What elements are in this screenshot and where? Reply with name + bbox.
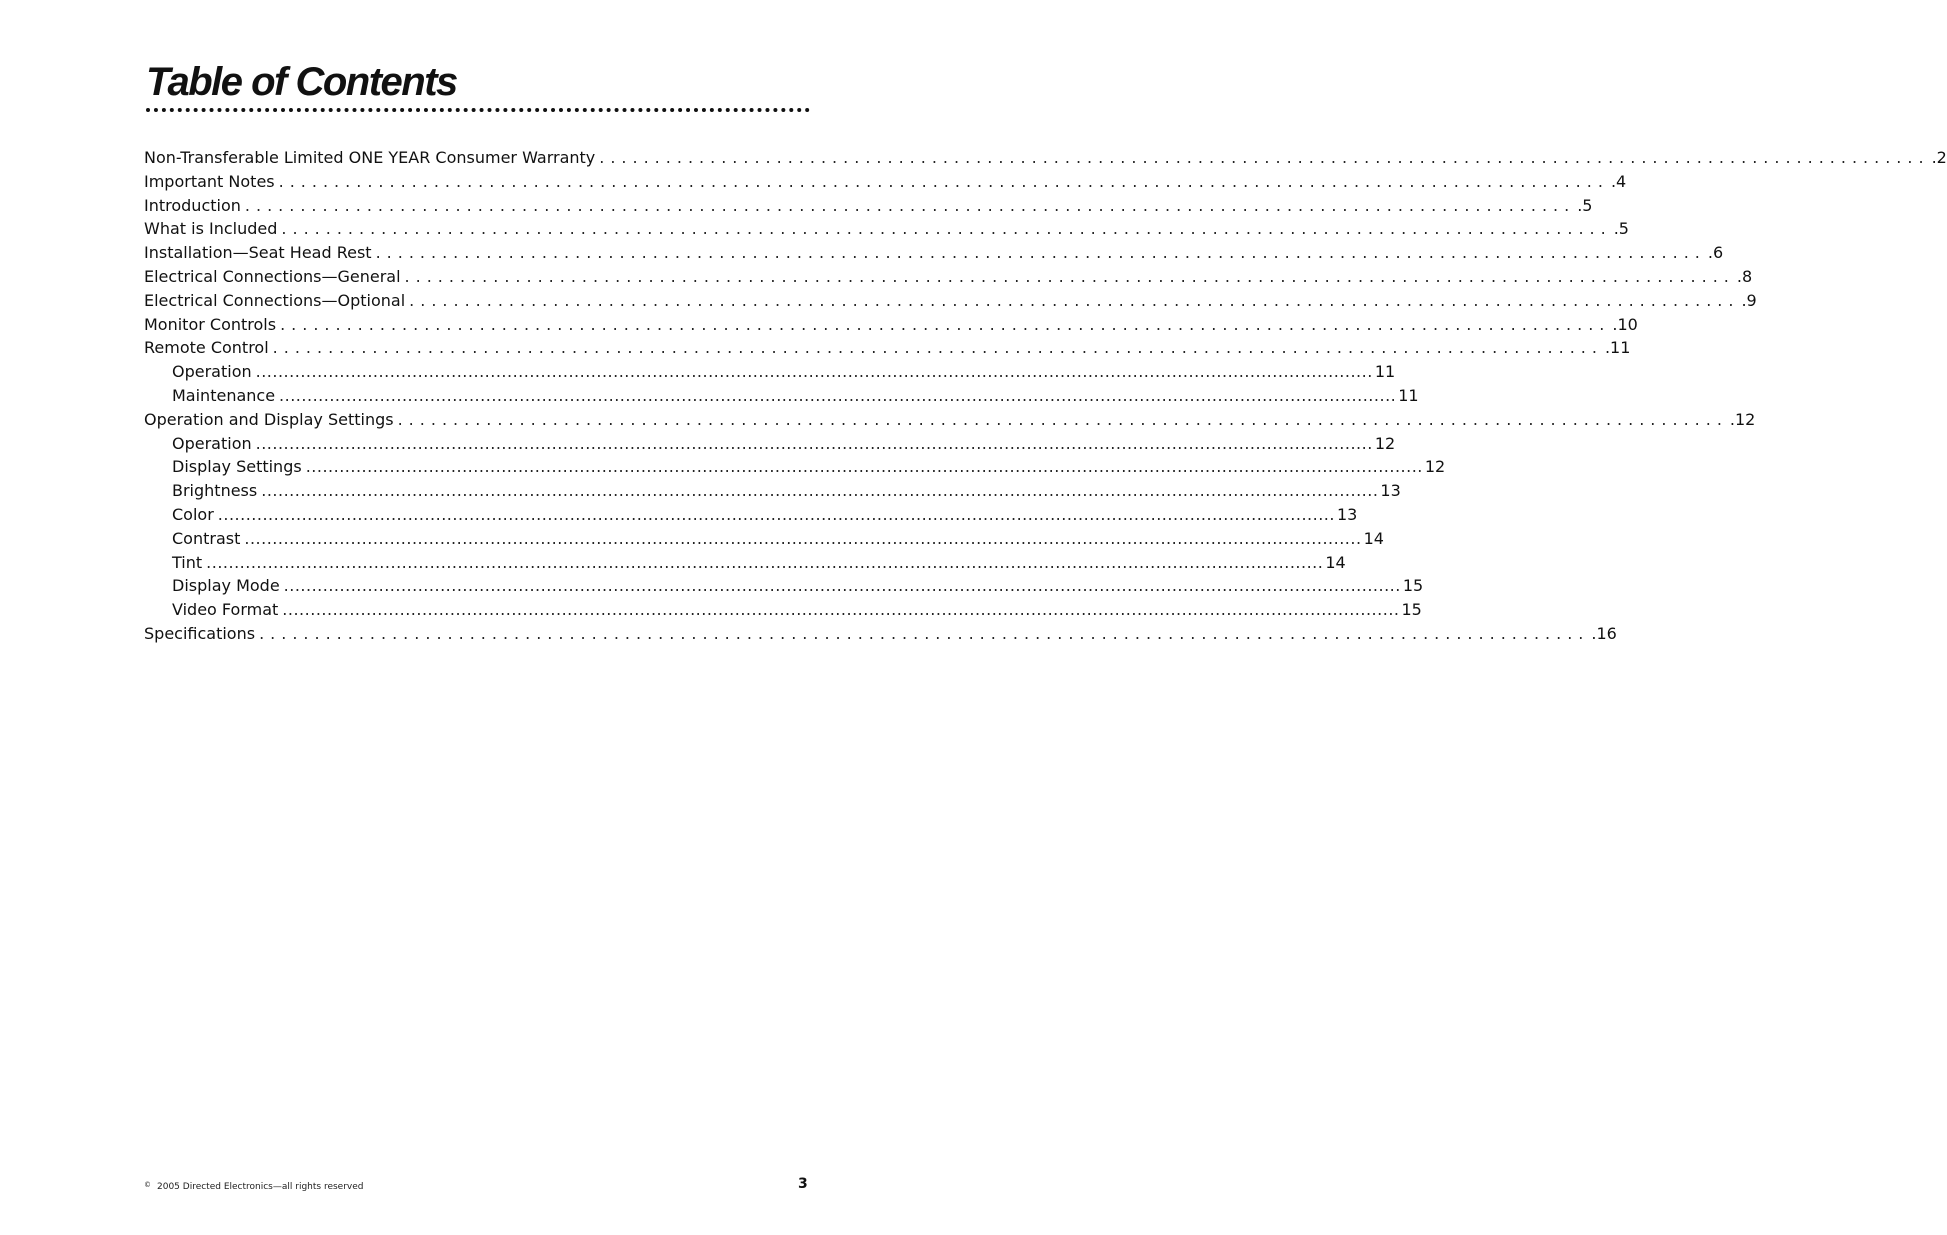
toc-entry-page: .11	[1604, 338, 1631, 358]
toc-entry-page: .6	[1707, 243, 1724, 263]
toc-dot-leader: ........................................................................................................................................................................................................	[282, 600, 1400, 620]
toc-entry	[144, 336, 1631, 360]
toc-entry-label: Specifications	[144, 623, 256, 643]
toc-dot-leader: ........................................................................................................................	[244, 195, 1576, 215]
copyright-symbol: ©	[144, 1181, 151, 1189]
toc-dot-leader: ........................................................................................................................................................................................................	[279, 385, 1397, 405]
toc-entry-page: .2	[1931, 148, 1947, 167]
toc-dot-leader: ........................................................................................................................................................................................................	[255, 362, 1373, 382]
toc-dot-leader: ........................................................................................................................	[281, 219, 1612, 239]
toc-entry-label: Electrical Connections—Optional	[144, 290, 406, 310]
toc-dot-leader: ........................................................................................................................	[259, 623, 1590, 643]
toc-entry	[144, 289, 1757, 313]
toc-dot-leader: ........................................................................................................................................................................................................	[206, 552, 1324, 572]
toc-dot-leader: ........................................................................................................................................................................................................	[255, 433, 1373, 453]
toc-dot-leader: ........................................................................................................................	[280, 314, 1611, 334]
toc-entry-label: Display Mode	[172, 576, 280, 596]
toc-entry-page: 12	[1374, 433, 1396, 453]
toc-entry-label: Operation	[172, 362, 252, 382]
toc-entry	[144, 384, 1419, 408]
toc-entry	[144, 265, 1753, 289]
toc-entry-page: .5	[1613, 219, 1629, 239]
toc-entry-label: Tint	[172, 552, 203, 572]
toc-entry-label: Maintenance	[172, 385, 276, 405]
page-title: Table of Contents	[146, 60, 457, 104]
toc-entry-label: Monitor Controls	[144, 314, 277, 334]
toc-entry-label: Non-Transferable Limited ONE YEAR Consumer Warranty	[144, 148, 596, 167]
toc-entry	[144, 360, 1396, 384]
toc-entry	[144, 432, 1396, 456]
toc-dot-leader: ........................................................................................................................................................................................................	[305, 457, 1423, 477]
toc-dot-leader: ........................................................................................................................................................................................................	[217, 504, 1335, 524]
toc-dot-leader: ........................................................................................................................	[404, 266, 1735, 286]
toc-entry-page: 14	[1363, 528, 1384, 548]
toc-entry-label: Video Format	[172, 600, 279, 620]
toc-entry-label: Important Notes	[144, 171, 275, 191]
title-dotted-rule	[146, 108, 810, 112]
toc-entry	[144, 551, 1346, 575]
toc-entry-label: Display Settings	[172, 457, 302, 477]
toc-entry-label: Operation and Display Settings	[144, 409, 394, 429]
toc-entry-page: 11	[1374, 362, 1396, 382]
toc-entry	[144, 170, 1627, 194]
toc-dot-leader: ........................................................................................................................................................................................................	[244, 528, 1362, 548]
copyright-text: 2005 Directed Electronics—all rights reserved	[157, 1182, 364, 1192]
toc-entry	[144, 313, 1638, 337]
toc-entry-page: 13	[1336, 504, 1358, 524]
table-of-contents	[144, 146, 1947, 646]
toc-entry	[144, 479, 1401, 503]
toc-entry-label: Contrast	[172, 528, 241, 548]
toc-entry-page: .9	[1741, 290, 1757, 310]
toc-entry-label: Introduction	[144, 195, 241, 215]
toc-entry	[144, 622, 1617, 646]
toc-entry	[144, 194, 1593, 218]
toc-entry	[144, 598, 1422, 622]
toc-dot-leader: ........................................................................................................................	[599, 148, 1930, 167]
toc-entry-page: .5	[1577, 195, 1593, 215]
toc-entry-page: 15	[1401, 600, 1422, 620]
toc-dot-leader: ........................................................................................................................................................................................................	[283, 576, 1401, 596]
toc-entry-label: Electrical Connections—General	[144, 266, 401, 286]
toc-entry-page: .4	[1610, 171, 1627, 191]
toc-entry-label: Operation	[172, 433, 252, 453]
toc-entry-label: Color	[172, 504, 214, 524]
toc-entry-label: Remote Control	[144, 338, 269, 358]
toc-entry	[144, 146, 1947, 170]
toc-entry-page: 13	[1380, 481, 1401, 501]
toc-entry-page: .10	[1612, 314, 1638, 334]
toc-dot-leader: ........................................................................................................................................................................................................	[261, 481, 1379, 501]
toc-entry-label: Brightness	[172, 481, 258, 501]
toc-entry-page: .12	[1729, 409, 1756, 429]
toc-entry	[144, 503, 1358, 527]
toc-entry	[144, 455, 1446, 479]
toc-entry	[144, 241, 1724, 265]
page-number: 3	[798, 1176, 808, 1192]
toc-entry	[144, 217, 1629, 241]
toc-entry-page: .16	[1591, 623, 1617, 643]
toc-entry-label: Installation—Seat Head Rest	[144, 243, 372, 263]
toc-dot-leader: ........................................................................................................................	[375, 243, 1706, 263]
toc-entry	[144, 408, 1756, 432]
toc-entry-label: What is Included	[144, 219, 278, 239]
toc-entry-page: 15	[1402, 576, 1424, 596]
toc-entry	[144, 574, 1424, 598]
toc-entry-page: 14	[1325, 552, 1346, 572]
toc-entry-page: .8	[1736, 266, 1753, 286]
toc-entry	[144, 527, 1384, 551]
toc-dot-leader: ........................................................................................................................	[278, 171, 1609, 191]
toc-dot-leader: ........................................................................................................................	[272, 338, 1603, 358]
toc-entry-page: 12	[1424, 457, 1446, 477]
toc-entry-page: 11	[1398, 385, 1419, 405]
footer-copyright	[144, 1181, 364, 1192]
toc-dot-leader: ........................................................................................................................	[409, 290, 1740, 310]
toc-dot-leader: ........................................................................................................................	[397, 409, 1728, 429]
